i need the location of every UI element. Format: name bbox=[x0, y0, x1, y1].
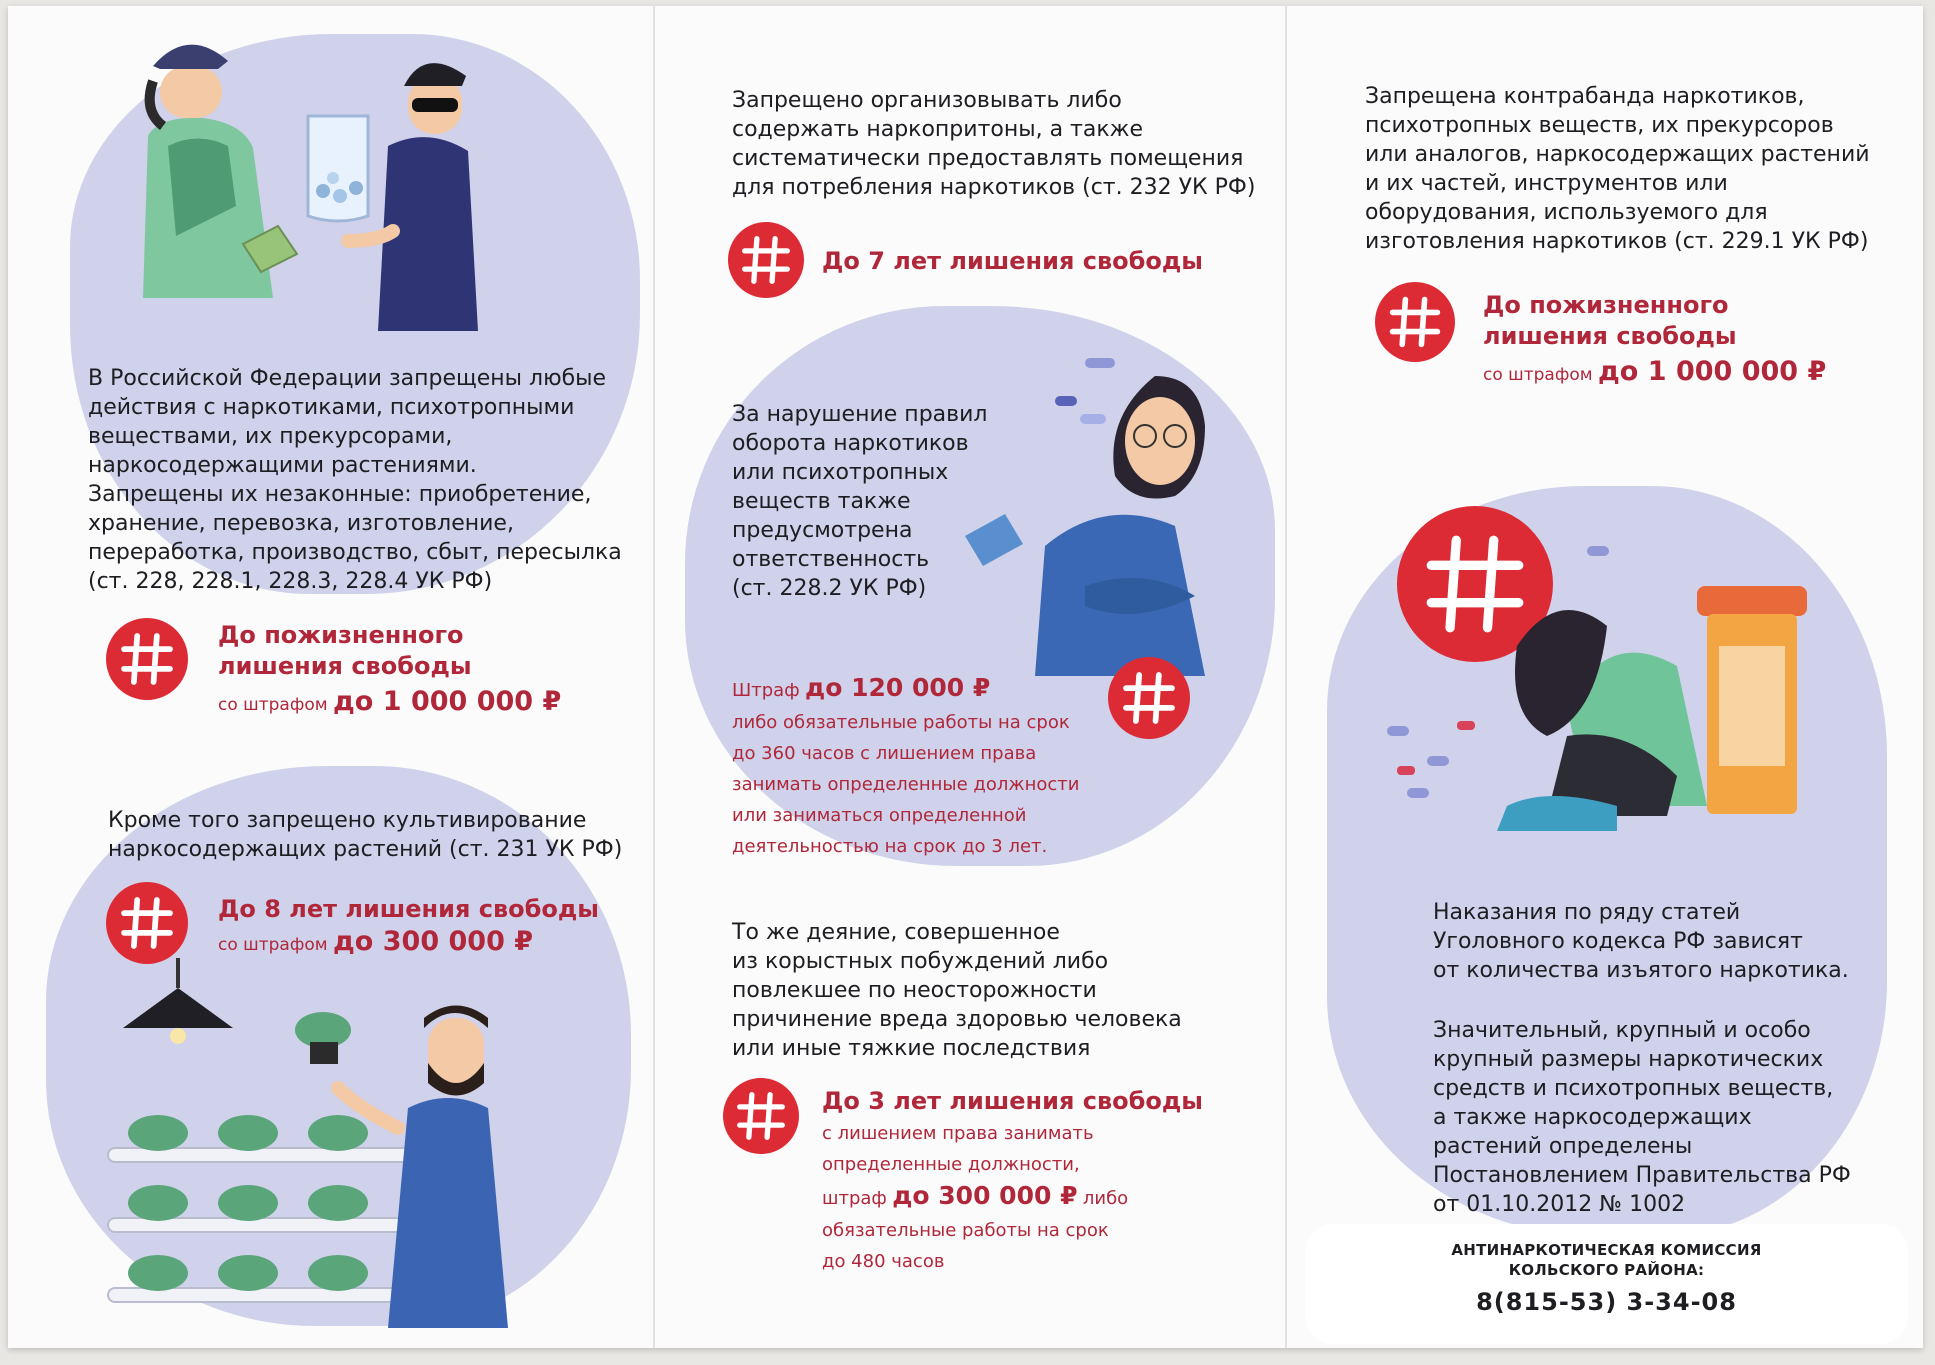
panel-middle bbox=[653, 6, 1285, 1348]
fine-amount: до 300 000 ₽ bbox=[892, 1181, 1078, 1210]
penalty-line: занимать определенные должности bbox=[732, 774, 1080, 795]
text-line: (ст. 228.2 УК РФ) bbox=[732, 576, 927, 601]
penalty-line: либо обязательные работы на срок bbox=[732, 712, 1070, 733]
text-line: для потребления наркотиков (ст. 232 УК РФ) bbox=[732, 175, 1256, 200]
fine-prefix: со штрафом bbox=[218, 935, 328, 955]
plant-grower-illustration bbox=[98, 958, 578, 1328]
text-line: наркосодержащими растениями. bbox=[88, 453, 477, 478]
intro-text bbox=[88, 364, 622, 596]
text-line: содержать наркопритоны, а также bbox=[732, 117, 1143, 142]
text-line: Значительный, крупный и особо bbox=[1433, 1018, 1811, 1043]
same-act-text bbox=[732, 918, 1182, 1063]
text-line: хранение, перевозка, изготовление, bbox=[88, 511, 514, 536]
penalty-title: До 3 лет лишения свободы bbox=[822, 1087, 1203, 1115]
leaflet bbox=[8, 6, 1923, 1348]
text-line: Запрещены их незаконные: приобретение, bbox=[88, 482, 592, 507]
drug-deal-illustration bbox=[108, 26, 548, 346]
text-line: (ст. 228, 228.1, 228.3, 228.4 УК РФ) bbox=[88, 569, 493, 594]
hashtag-bars-icon bbox=[1375, 282, 1455, 362]
panel-left bbox=[8, 6, 653, 1348]
penalty-line: лишения свободы bbox=[218, 652, 472, 680]
text-line: и их частей, инструментов или bbox=[1365, 171, 1728, 196]
text-line: То же деяние, совершенное bbox=[732, 920, 1060, 945]
text-line: За нарушение правил bbox=[732, 402, 988, 427]
note2-text bbox=[1433, 1016, 1851, 1219]
fine-amount: до 1 000 000 ₽ bbox=[333, 686, 562, 717]
fine-prefix: штраф bbox=[822, 1188, 887, 1209]
fine-amount: до 120 000 ₽ bbox=[805, 673, 991, 702]
text-line: средств и психотропных веществ, bbox=[1433, 1076, 1834, 1101]
hashtag-bars-icon bbox=[723, 1078, 799, 1154]
cultivation-text bbox=[108, 806, 622, 864]
text-line: Кроме того запрещено культивирование bbox=[108, 808, 587, 833]
penalty-line: До пожизненного bbox=[218, 621, 464, 649]
penalty-line: до 360 часов с лишением права bbox=[732, 743, 1037, 764]
text-line: или психотропных bbox=[732, 460, 949, 485]
text-line: наркосодержащих растений (ст. 231 УК РФ) bbox=[108, 837, 623, 862]
penalty-title bbox=[1483, 290, 1737, 352]
text-line: Запрещена контрабанда наркотиков, bbox=[1365, 84, 1805, 109]
text-line: из корыстных побуждений либо bbox=[732, 949, 1109, 974]
organization-name bbox=[1305, 1224, 1908, 1280]
penalty-line: определенные должности, bbox=[822, 1154, 1080, 1175]
text-line: В Российской Федерации запрещены любые bbox=[88, 366, 607, 391]
penalty-line: с лишением права занимать bbox=[822, 1123, 1094, 1144]
text-line: оборудования, используемого для bbox=[1365, 200, 1768, 225]
penalty-line: обязательные работы на срок bbox=[822, 1220, 1109, 1241]
text-line: причинение вреда здоровью человека bbox=[732, 1007, 1182, 1032]
rules-text bbox=[732, 400, 987, 603]
dens-text bbox=[732, 86, 1255, 202]
penalty-title bbox=[218, 620, 472, 682]
text-line: действия с наркотиками, психотропными bbox=[88, 395, 575, 420]
org-line: КОЛЬСКОГО РАЙОНА: bbox=[1508, 1261, 1705, 1279]
text-line: или иные тяжкие последствия bbox=[732, 1036, 1091, 1061]
fine-prefix: со штрафом bbox=[218, 695, 328, 715]
official-woman-illustration bbox=[955, 356, 1255, 676]
distressed-person-illustration bbox=[1367, 526, 1867, 856]
text-line: оборота наркотиков bbox=[732, 431, 969, 456]
hashtag-bars-icon bbox=[106, 882, 188, 964]
penalty-title: До 8 лет лишения свободы bbox=[218, 895, 599, 923]
penalty-fine bbox=[218, 926, 533, 961]
text-line: систематически предоставлять помещения bbox=[732, 146, 1244, 171]
penalty-line: до 480 часов bbox=[822, 1251, 945, 1272]
text-line: переработка, производство, сбыт, пересылка bbox=[88, 540, 622, 565]
text-line: растений определены bbox=[1433, 1134, 1693, 1159]
text-line: а также наркосодержащих bbox=[1433, 1105, 1752, 1130]
fine-amount: до 1 000 000 ₽ bbox=[1598, 356, 1827, 387]
text-line: веществ также bbox=[732, 489, 911, 514]
org-line: АНТИНАРКОТИЧЕСКАЯ КОМИССИЯ bbox=[1451, 1241, 1762, 1259]
text-line: крупный размеры наркотических bbox=[1433, 1047, 1824, 1072]
hashtag-bars-icon bbox=[106, 618, 188, 700]
penalty-line: или заниматься определенной bbox=[732, 805, 1027, 826]
penalty-fine bbox=[218, 686, 561, 721]
penalty-line: лишения свободы bbox=[1483, 322, 1737, 350]
text-line: Уголовного кодекса РФ зависят bbox=[1433, 929, 1803, 954]
text-line: веществами, их прекурсорами, bbox=[88, 424, 453, 449]
text-line: психотропных веществ, их прекурсоров bbox=[1365, 113, 1834, 138]
penalty-line: До пожизненного bbox=[1483, 291, 1729, 319]
penalty-line: деятельностью на срок до 3 лет. bbox=[732, 836, 1048, 857]
phone-number[interactable]: 8(815-53) 3-34-08 bbox=[1476, 1288, 1737, 1316]
penalty-details bbox=[822, 1118, 1128, 1277]
fine-prefix: Штраф bbox=[732, 680, 800, 701]
text-line: повлекшее по неосторожности bbox=[732, 978, 1097, 1003]
hashtag-bars-icon bbox=[1108, 657, 1190, 739]
contact-box bbox=[1305, 1224, 1908, 1344]
penalty-fine-block bbox=[732, 672, 1079, 862]
text-line: Запрещено организовывать либо bbox=[732, 88, 1122, 113]
penalty-fine bbox=[1483, 356, 1826, 391]
text-line: изготовления наркотиков (ст. 229.1 УК РФ) bbox=[1365, 229, 1869, 254]
note1-text bbox=[1433, 898, 1849, 985]
hashtag-bars-icon bbox=[728, 222, 804, 298]
text-line: от количества изъятого наркотика. bbox=[1433, 958, 1849, 983]
fine-amount: до 300 000 ₽ bbox=[333, 926, 534, 957]
text-line: Постановлением Правительства РФ bbox=[1433, 1163, 1851, 1188]
panel-right bbox=[1285, 6, 1923, 1348]
text-line: от 01.10.2012 № 1002 bbox=[1433, 1192, 1686, 1217]
text-line: или аналогов, наркосодержащих растений bbox=[1365, 142, 1870, 167]
fine-suffix: либо bbox=[1082, 1188, 1129, 1209]
text-line: предусмотрена bbox=[732, 518, 913, 543]
contraband-text bbox=[1365, 82, 1870, 256]
fine-prefix: со штрафом bbox=[1483, 365, 1593, 385]
text-line: Наказания по ряду статей bbox=[1433, 900, 1741, 925]
text-line: ответственность bbox=[732, 547, 930, 572]
penalty-title: До 7 лет лишения свободы bbox=[822, 247, 1203, 275]
